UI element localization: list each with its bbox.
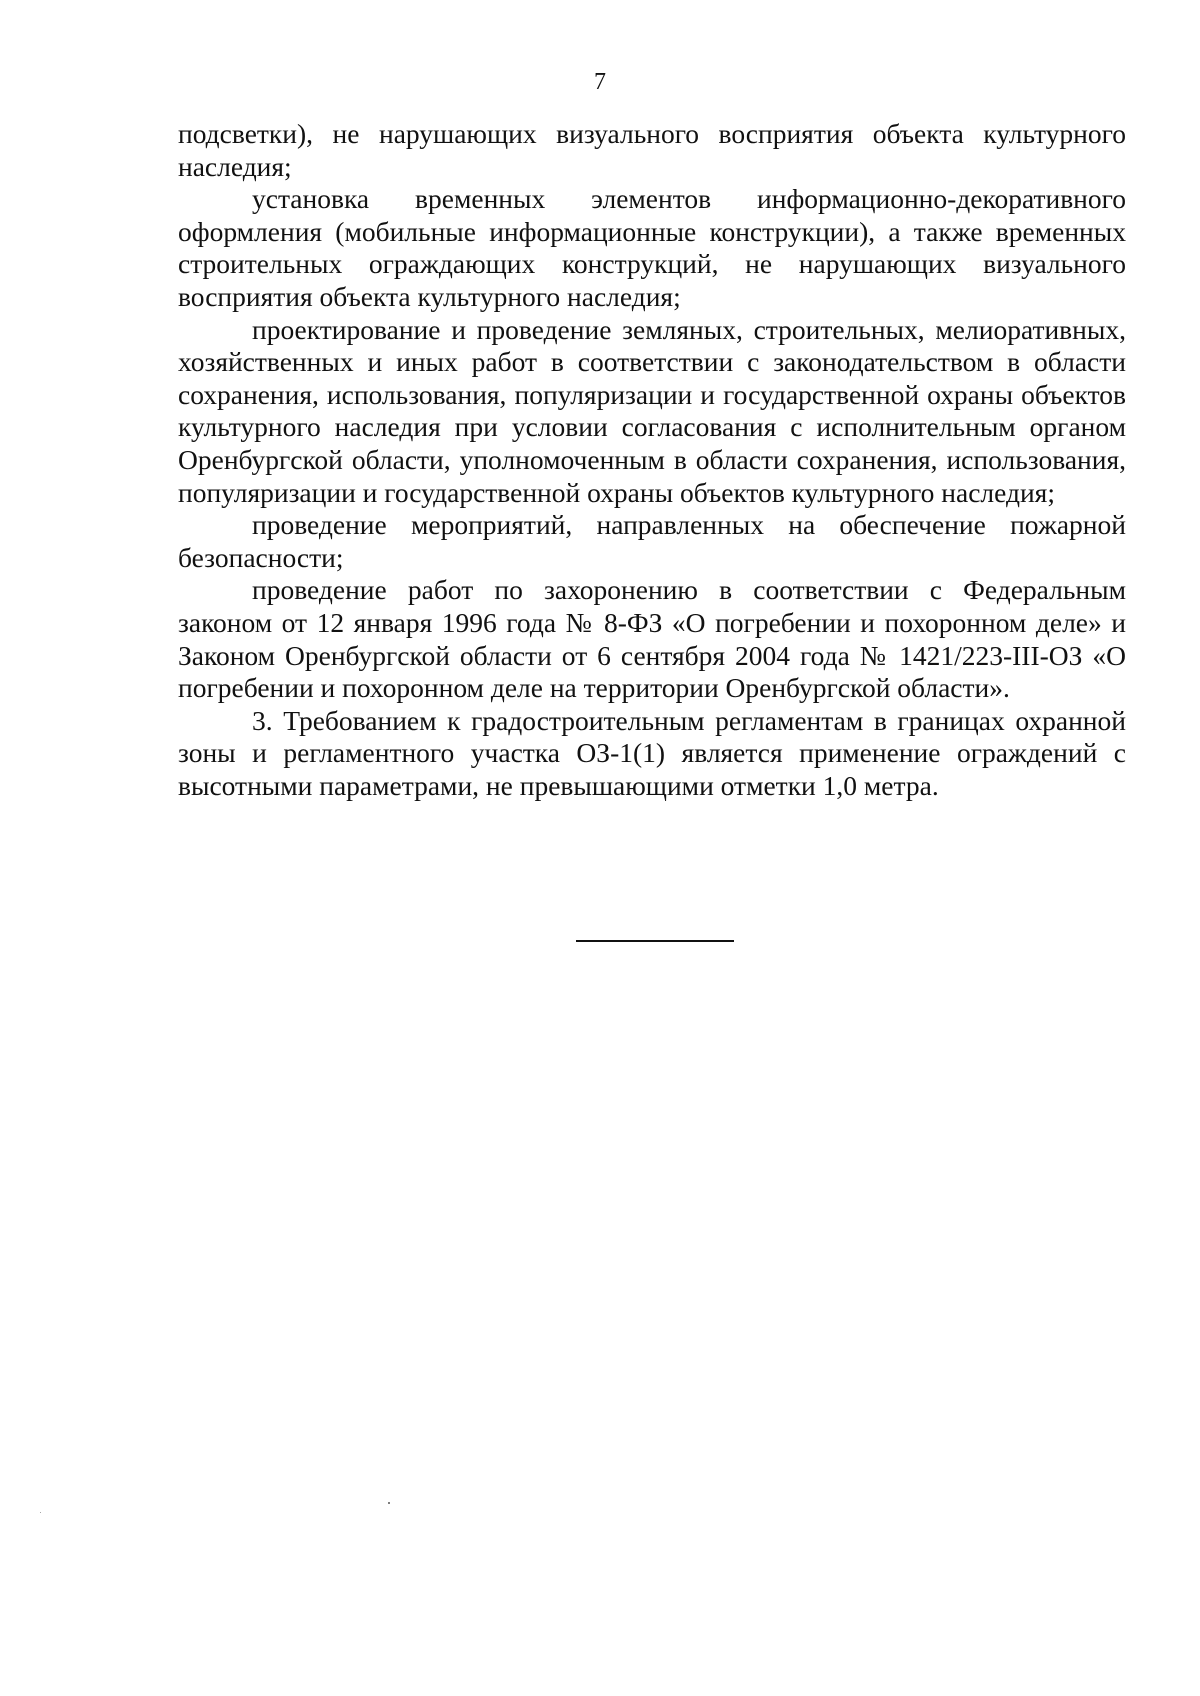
- scan-speck: [40, 1512, 41, 1513]
- document-body: [178, 118, 1126, 802]
- paragraph-continuation: подсветки), не нарушающих визуального восприятия объекта культурного наследия;: [178, 118, 1126, 182]
- paragraph-burial-works: проведение работ по захоронению в соответствии с Федеральным законом от 12 января 1996 года № 8-ФЗ «О погребении и похоронном деле» и Законом Оренбургской области от 6 сентября 2004 года № 1421/223-III-ОЗ «О погребении и похоронном деле на территории Оренбургской области».: [178, 574, 1126, 704]
- paragraph-temporary-elements: установка временных элементов информационно-декоративного оформления (мобильные информационные конструкции), а также временных строительных ограждающих конструкций, не нарушающих визуального восприятия объекта культурного наследия;: [178, 183, 1126, 312]
- closing-divider: [576, 940, 734, 942]
- paragraph-fire-safety: проведение мероприятий, направленных на обеспечение пожарной безопасности;: [178, 509, 1126, 573]
- paragraph-requirement-3: 3. Требованием к градостроительным регламентам в границах охранной зоны и регламентного участка ОЗ-1(1) является применение ограждений с высотными параметрами, не превышающими отметки 1,0 метра.: [178, 704, 1126, 801]
- page-number: 7: [594, 69, 606, 95]
- scan-speck: [388, 1502, 390, 1504]
- paragraph-design-works: проектирование и проведение земляных, строительных, мелиоративных, хозяйственных и иных работ в соответствии с законодательством в области сохранения, использования, популяризации и государственной охраны объектов культурного наследия при условии согласования с исполнительным органом Оренбургской области, уполномоченным в области сохранения, использования, популяризации и государственной охраны объектов культурного наследия;: [178, 313, 1126, 508]
